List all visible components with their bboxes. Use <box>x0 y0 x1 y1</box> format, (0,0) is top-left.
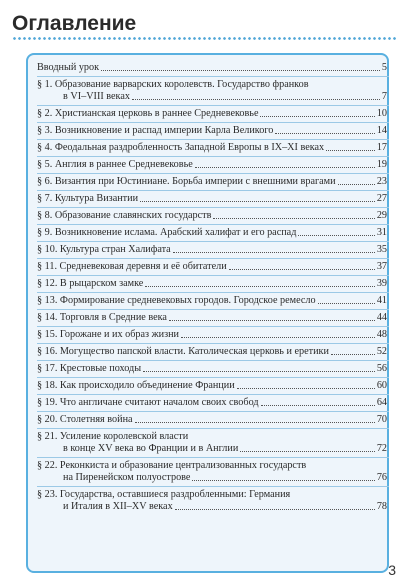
dot-leader <box>326 149 375 151</box>
toc-entry <box>37 79 387 103</box>
toc-entry-page: 37 <box>376 261 387 272</box>
toc-entry-text: § 23. Государства, оставшиеся раздробленными: Германия <box>37 489 291 500</box>
toc-entry-text: на Пиренейском полуострове <box>63 472 191 483</box>
toc-entry-page: 78 <box>376 501 387 512</box>
toc-entry-text: в VI–VIII веках <box>63 91 130 102</box>
toc-entry-text: § 1. Образование варварских королевств. Государство франков <box>37 79 309 90</box>
toc-entry <box>37 431 387 455</box>
dot-leader <box>101 69 380 71</box>
toc-entry-page: 14 <box>376 125 387 136</box>
toc-entry <box>37 176 387 188</box>
toc-entry-text: § 22. Реконкиста и образование централизованных государств <box>37 460 307 471</box>
dot-leader <box>140 200 375 202</box>
entry-divider <box>37 258 389 259</box>
dot-leader <box>261 404 375 406</box>
toc-entry-text: § 20. Столетняя война <box>37 414 133 425</box>
entry-divider <box>37 486 389 487</box>
toc-entry-line <box>37 278 387 290</box>
toc-entry <box>37 460 387 484</box>
toc-entry-text: § 16. Могущество папской власти. Католическая церковь и еретики <box>37 346 329 357</box>
toc-entry <box>37 278 387 290</box>
toc-entry <box>37 312 387 324</box>
entry-divider <box>37 428 389 429</box>
toc-entry-line <box>37 108 387 120</box>
dot-leader <box>260 115 374 117</box>
dot-leader <box>132 98 380 100</box>
toc-entry-line <box>37 125 387 137</box>
entry-divider <box>37 309 389 310</box>
toc-entry <box>37 227 387 239</box>
page-title: Оглавление <box>12 12 137 35</box>
dot-leader <box>240 450 375 452</box>
toc-entry-line <box>37 312 387 324</box>
toc-entry-line <box>37 91 387 103</box>
toc-entry-page: 7 <box>381 91 387 102</box>
toc-entry-page: 5 <box>381 62 387 73</box>
dot-leader <box>145 285 374 287</box>
toc-entry-text: § 13. Формирование средневековых городов. Городское ремесло <box>37 295 316 306</box>
dot-leader <box>318 302 375 304</box>
entry-divider <box>37 76 389 77</box>
toc-entry-page: 41 <box>376 295 387 306</box>
toc-entry-text: и Италия в XII–XV веках <box>63 501 173 512</box>
dot-leader <box>237 387 375 389</box>
toc-entry-text: Вводный урок <box>37 62 100 73</box>
toc-entry-line <box>37 346 387 358</box>
toc-entry-line <box>37 414 387 426</box>
entry-divider <box>37 377 389 378</box>
toc-entry-page: 17 <box>376 142 387 153</box>
dot-leader <box>143 370 375 372</box>
toc-entry-line <box>37 79 387 91</box>
dot-leader <box>338 183 375 185</box>
toc-entry <box>37 193 387 205</box>
entry-divider <box>37 457 389 458</box>
toc-entry <box>37 125 387 137</box>
entry-divider <box>37 156 389 157</box>
toc-entry-page: 29 <box>376 210 387 221</box>
toc-entry-page: 23 <box>376 176 387 187</box>
toc-entry <box>37 414 387 426</box>
toc-entry <box>37 329 387 341</box>
toc-entry-page: 70 <box>376 414 387 425</box>
toc-entry-line <box>37 397 387 409</box>
dot-leader <box>169 319 375 321</box>
table-of-contents <box>37 62 389 513</box>
toc-entry-line <box>37 501 387 513</box>
toc-entry-text: § 7. Культура Византии <box>37 193 139 204</box>
toc-entry-line <box>37 363 387 375</box>
dot-leader <box>298 234 374 236</box>
toc-entry-text: § 21. Усиление королевской власти <box>37 431 189 442</box>
toc-entry <box>37 142 387 154</box>
toc-entry-page: 27 <box>376 193 387 204</box>
toc-entry-page: 52 <box>376 346 387 357</box>
dot-leader <box>181 336 375 338</box>
toc-entry-page: 19 <box>376 159 387 170</box>
toc-entry-text: § 11. Средневековая деревня и её обитатели <box>37 261 227 272</box>
toc-entry-page: 60 <box>376 380 387 391</box>
dot-leader <box>331 353 375 355</box>
page-header <box>0 0 410 46</box>
toc-entry-text: § 18. Как происходило объединение Франции <box>37 380 235 391</box>
toc-entry-page: 44 <box>376 312 387 323</box>
entry-divider <box>37 173 389 174</box>
entry-divider <box>37 292 389 293</box>
entry-divider <box>37 241 389 242</box>
toc-entry <box>37 261 387 273</box>
toc-entry-line <box>37 443 387 455</box>
toc-entry-line <box>37 380 387 392</box>
dot-leader <box>192 479 374 481</box>
toc-entry <box>37 210 387 222</box>
entry-divider <box>37 207 389 208</box>
toc-entry-text: § 4. Феодальная раздробленность Западной Европы в IX–XI веках <box>37 142 325 153</box>
dot-leader <box>213 217 374 219</box>
toc-entry-text: § 19. Что англичане считают началом своих свобод <box>37 397 259 408</box>
entry-divider <box>37 224 389 225</box>
dot-leader <box>195 166 375 168</box>
toc-entry-text: § 3. Возникновение и распад империи Карла Великого <box>37 125 274 136</box>
dotted-rule-decoration <box>12 36 398 42</box>
toc-entry-text: § 17. Крестовые походы <box>37 363 142 374</box>
entry-divider <box>37 394 389 395</box>
toc-entry-text: § 9. Возникновение ислама. Арабский халифат и его распад <box>37 227 297 238</box>
toc-entry-page: 10 <box>376 108 387 119</box>
toc-entry-line <box>37 431 387 443</box>
toc-entry-text: § 12. В рыцарском замке <box>37 278 144 289</box>
entry-divider <box>37 105 389 106</box>
toc-entry <box>37 62 387 74</box>
toc-entry-page: 76 <box>376 472 387 483</box>
dot-leader <box>229 268 375 270</box>
toc-entry-line <box>37 159 387 171</box>
entry-divider <box>37 326 389 327</box>
toc-entry-line <box>37 142 387 154</box>
entry-divider <box>37 343 389 344</box>
toc-entry-line <box>37 472 387 484</box>
toc-entry <box>37 380 387 392</box>
toc-entry-line <box>37 176 387 188</box>
toc-entry-page: 72 <box>376 443 387 454</box>
toc-entry <box>37 363 387 375</box>
toc-entry-line <box>37 193 387 205</box>
toc-entry-text: § 5. Англия в раннее Средневековье <box>37 159 193 170</box>
toc-entry-text: § 10. Культура стран Халифата <box>37 244 171 255</box>
toc-entry-line <box>37 244 387 256</box>
dot-leader <box>173 251 375 253</box>
toc-entry-text: § 14. Торговля в Средние века <box>37 312 167 323</box>
toc-entry-page: 48 <box>376 329 387 340</box>
dot-leader <box>135 421 375 423</box>
toc-entry-page: 31 <box>376 227 387 238</box>
entry-divider <box>37 360 389 361</box>
entry-divider <box>37 139 389 140</box>
toc-entry-page: 56 <box>376 363 387 374</box>
page-number: 3 <box>388 562 396 578</box>
toc-entry <box>37 397 387 409</box>
toc-entry <box>37 489 387 513</box>
toc-entry <box>37 295 387 307</box>
toc-entry-line <box>37 210 387 222</box>
toc-entry-line <box>37 460 387 472</box>
toc-entry-line <box>37 62 387 74</box>
entry-divider <box>37 411 389 412</box>
toc-entry <box>37 244 387 256</box>
toc-entry-text: § 15. Горожане и их образ жизни <box>37 329 179 340</box>
toc-entry-page: 64 <box>376 397 387 408</box>
dot-leader <box>175 508 375 510</box>
toc-entry-page: 35 <box>376 244 387 255</box>
toc-entry-line <box>37 261 387 273</box>
toc-entry-text: в конце XV века во Франции и в Англии <box>63 443 239 454</box>
entry-divider <box>37 275 389 276</box>
toc-entry-line <box>37 227 387 239</box>
toc-entry <box>37 346 387 358</box>
toc-entry-line <box>37 295 387 307</box>
toc-entry-text: § 8. Образование славянских государств <box>37 210 212 221</box>
toc-entry-text: § 6. Византия при Юстиниане. Борьба империи с внешними врагами <box>37 176 336 187</box>
toc-entry-page: 39 <box>376 278 387 289</box>
toc-entry-line <box>37 329 387 341</box>
toc-entry <box>37 108 387 120</box>
entry-divider <box>37 190 389 191</box>
toc-entry-line <box>37 489 387 501</box>
toc-entry <box>37 159 387 171</box>
entry-divider <box>37 122 389 123</box>
toc-entry-text: § 2. Христианская церковь в раннее Средневековье <box>37 108 259 119</box>
dot-leader <box>275 132 374 134</box>
